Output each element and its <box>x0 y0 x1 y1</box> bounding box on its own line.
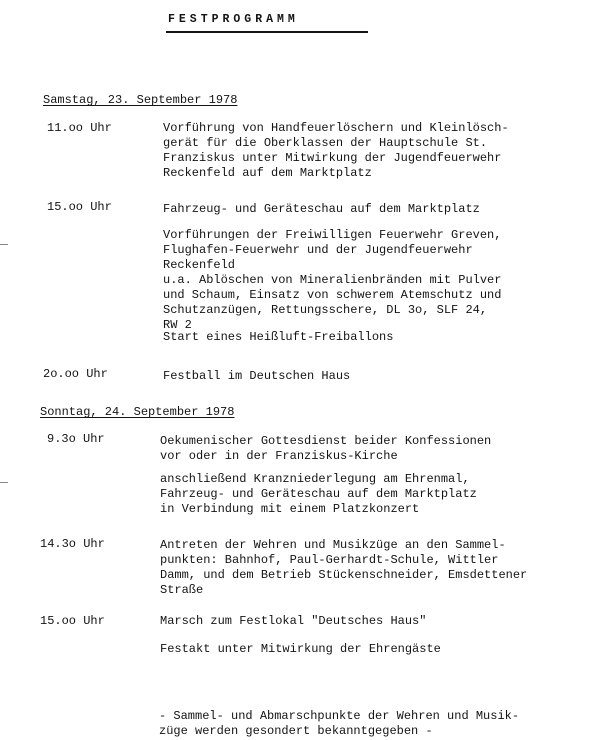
event-description: anschließend Kranzniederlegung am Ehrenmal, Fahrzeug- und Geräteschau auf dem Marktplatz in Verbindung mit einem Platzkonzert <box>160 472 477 516</box>
day-heading-sunday: Sonntag, 24. September 1978 <box>40 405 235 419</box>
event-description: Marsch zum Festlokal "Deutsches Haus" <box>160 614 427 628</box>
scan-margin-mark <box>0 482 8 483</box>
event-description: Start eines Heißluft-Freiballons <box>163 330 394 344</box>
event-time: 11.oo Uhr <box>47 121 112 135</box>
event-description: Festball im Deutschen Haus <box>163 369 351 383</box>
event-time: 15.oo Uhr <box>40 614 105 628</box>
event-time: 2o.oo Uhr <box>43 367 108 381</box>
event-time: 15.oo Uhr <box>47 200 112 214</box>
event-description: Oekumenischer Gottesdienst beider Konfessionen vor oder in der Franziskus-Kirche <box>160 434 492 463</box>
event-description: Vorführungen der Freiwilligen Feuerwehr Greven, Flughafen-Feuerwehr und der Jugendfeuerwehr Reckenfeld u.a. Ablöschen von Mineralienbränden mit Pulver und Schaum, Einsatz von schwerem Atemschutz und Schutzanzügen, Rettungsschere, DL 3o, SLF 24, RW 2 <box>163 228 502 332</box>
event-time: 14.3o Uhr <box>40 537 105 551</box>
event-time: 9.3o Uhr <box>47 432 105 446</box>
event-description: Vorführung von Handfeuerlöschern und Kleinlösch- gerät für die Oberklassen der Hauptschule St. Franziskus unter Mitwirkung der Jugendfeuerwehr Reckenfeld auf dem Marktplatz <box>163 121 509 180</box>
event-description: Antreten der Wehren und Musikzüge an den Sammel- punkten: Bahnhof, Paul-Gerhardt-Schule, Wittler Damm, und dem Betrieb Stückenschneider, Emsdettener Straße <box>160 538 528 597</box>
event-description: Fahrzeug- und Geräteschau auf dem Marktplatz <box>163 202 480 216</box>
title-underline <box>166 31 368 33</box>
document-title: FESTPROGRAMM <box>168 13 299 26</box>
day-heading-saturday: Samstag, 23. September 1978 <box>43 93 238 107</box>
event-description: Festakt unter Mitwirkung der Ehrengäste <box>160 642 441 656</box>
scan-margin-mark <box>0 244 8 245</box>
footer-note: - Sammel- und Abmarschpunkte der Wehren und Musik- züge werden gesondert bekanntgegeben - <box>159 709 520 738</box>
